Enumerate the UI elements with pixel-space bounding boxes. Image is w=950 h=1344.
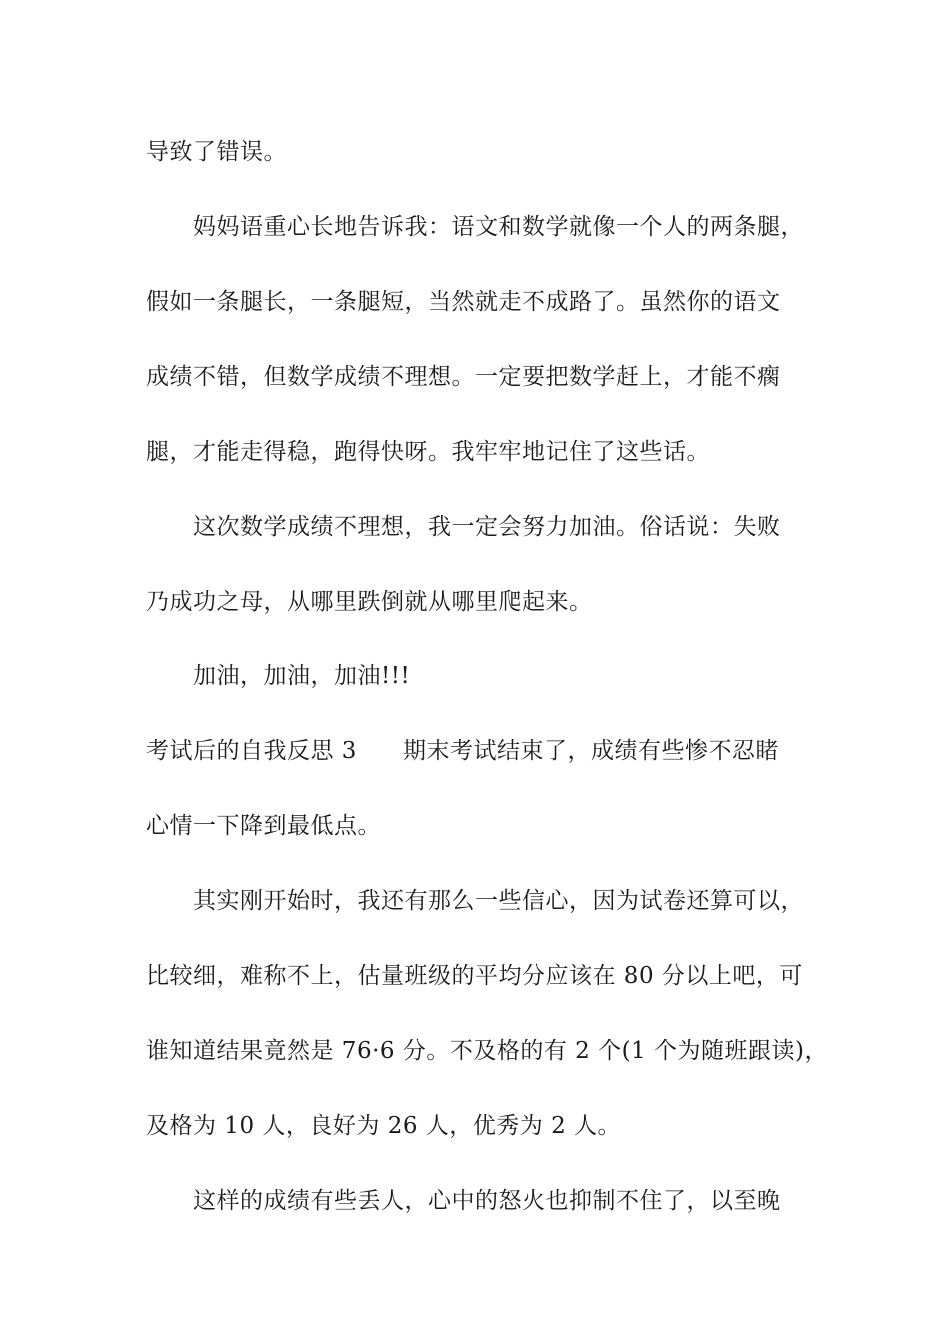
section-heading-line <box>146 736 846 766</box>
paragraph-determination: 这次数学成绩不理想，我一定会努力加油。俗话说：失败 <box>193 514 781 540</box>
text-line-5: 腿，才能走得稳，跑得快呀。我牢牢地记住了这些话。 <box>146 439 710 465</box>
text-line-3: 假如一条腿长，一条腿短，当然就走不成路了。虽然你的语文 <box>146 289 781 315</box>
text-line-1: 导致了错误。 <box>146 139 287 165</box>
section-first-sentence: 期末考试结束了，成绩有些惨不忍睹 <box>402 738 779 764</box>
text-line-14: 及格为 10 人，良好为 26 人，优秀为 2 人。 <box>146 1113 622 1139</box>
paragraph-mother-advice: 妈妈语重心长地告诉我：语文和数学就像一个人的两条腿， <box>193 214 804 240</box>
section-heading: 考试后的自我反思 3 <box>146 738 357 764</box>
text-line-12: 比较细，难称不上，估量班级的平均分应该在 80 分以上吧，可 <box>146 963 803 989</box>
text-line-10: 心情一下降到最低点。 <box>146 813 381 839</box>
paragraph-cheer: 加油，加油，加油!!! <box>193 663 411 689</box>
paragraph-anger: 这样的成绩有些丢人，心中的怒火也抑制不住了，以至晚 <box>193 1188 781 1214</box>
text-line-4: 成绩不错，但数学成绩不理想。一定要把数学赶上，才能不瘸 <box>146 364 781 390</box>
text-line-7: 乃成功之母，从哪里跌倒就从哪里爬起来。 <box>146 589 593 615</box>
paragraph-confidence: 其实刚开始时，我还有那么一些信心，因为试卷还算可以， <box>193 888 804 914</box>
text-line-13: 谁知道结果竟然是 76·6 分。不及格的有 2 个(1 个为随班跟读)， <box>146 1038 828 1064</box>
